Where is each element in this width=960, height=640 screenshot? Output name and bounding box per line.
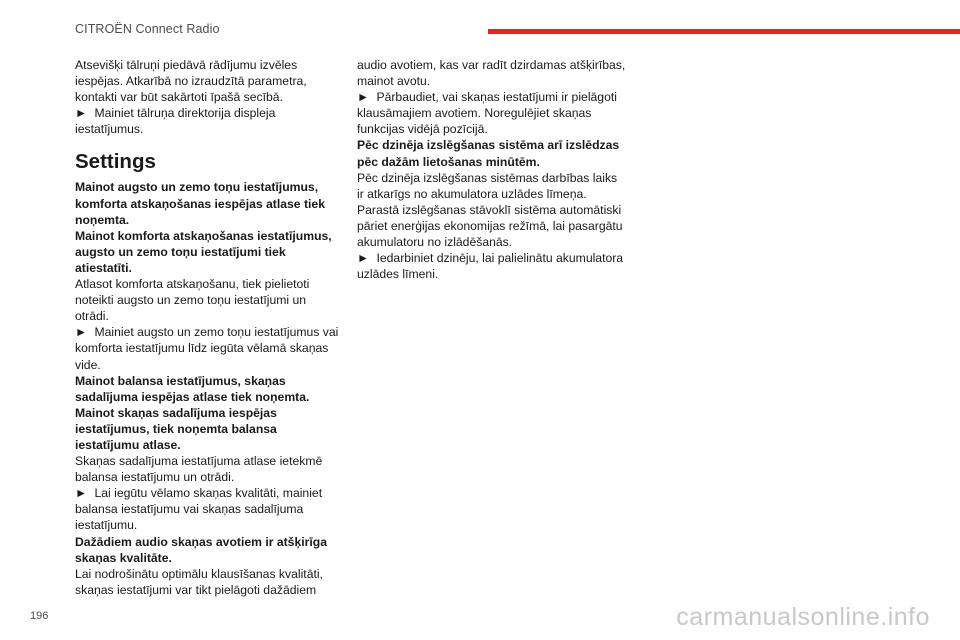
question-4: Mainot skaņas sadalījuma iespējas iestatījumus, tiek noņemta balansa iestatījumu atlase.: [75, 405, 277, 452]
intro-paragraph: Atsevišķi tālruņi piedāvā rādījumu izvēles iespējas. Atkarībā no izraudzītā parametra, kontakti var būt sakārtoti īpašā secībā.: [75, 58, 307, 105]
answer-2-bullet: [75, 324, 340, 372]
page-number: 196: [30, 610, 49, 622]
answer-4-bullet: [75, 485, 340, 533]
answer-6: Pēc dzinēja izslēgšanas sistēmas darbības laiks ir atkarīgs no akumulatora uzlādes līmeņa.: [357, 170, 618, 201]
question-3: Mainot balansa iestatījumus, skaņas sadalījuma iespējas atlase tiek noņemta.: [75, 373, 310, 404]
answer-2-bullet-text: Mainiet augsto un zemo toņu iestatījumus vai komforta iestatījumu līdz iegūta vēlamā skaņas vide.: [75, 325, 339, 372]
bullet-arrow-icon: ►: [357, 251, 370, 266]
answer-6b: Parastā izslēgšanas stāvoklī sistēma automātiski pāriet enerģijas ekonomijas režīmā, lai pasargātu akumulatoru no izlādēšanās.: [357, 202, 623, 250]
question-2: Mainot komforta atskaņošanas iestatījumus, augsto un zemo toņu iestatījumi tiek atiestatīti.: [75, 228, 332, 275]
question-5: Dažādiem audio skaņas avotiem ir atšķirīga skaņas kvalitāte.: [75, 534, 327, 565]
answer-2: Atlasot komforta atskaņošanu, tiek pielietoti noteikti augsto un zemo toņu iestatījumi un otrādi.: [75, 277, 310, 324]
answer-6-bullet-text: Iedarbiniet dzinēju, lai palielinātu akumulatora uzlādes līmeni.: [357, 251, 624, 282]
right-column: [357, 57, 627, 282]
answer-5-continued: audio avotiem, kas var radīt dzirdamas atšķirības, mainot avotu.: [357, 58, 626, 89]
left-column: [75, 57, 340, 598]
answer-5: Lai nodrošinātu optimālu klausīšanas kvalitāti, skaņas iestatījumi var tikt pielāgoti dažādiem: [75, 566, 323, 597]
answer-5-bullet-text: Pārbaudiet, vai skaņas iestatījumi ir pielāgoti klausāmajiem avotiem. Noregulējiet skaņas funkcijas vidējā pozīcijā.: [357, 90, 617, 137]
answer-5-bullet: [357, 89, 627, 137]
watermark: carmanualsonline.info: [676, 603, 930, 631]
question-1: Mainot augsto un zemo toņu iestatījumus, komforta atskaņošanas iespējas atlase tiek noņemta.: [75, 180, 325, 227]
question-6: Pēc dzinēja izslēgšanas sistēma arī izslēdzas pēc dažām lietošanas minūtēm.: [357, 138, 620, 169]
running-header-title: CITROËN Connect Radio: [75, 22, 220, 36]
intro-bullet-text: Mainiet tālruņa direktorija displeja iestatījumus.: [75, 106, 276, 137]
answer-6-bullet: [357, 250, 627, 282]
answer-4-bullet-text: Lai iegūtu vēlamo skaņas kvalitāti, mainiet balansa iestatījumu vai skaņas sadalījuma iestatījumu.: [75, 486, 323, 533]
bullet-arrow-icon: ►: [75, 486, 88, 501]
answer-4: Skaņas sadalījuma iestatījuma atlase ietekmē balansa iestatījumu un otrādi.: [75, 454, 323, 485]
bullet-arrow-icon: ►: [357, 90, 370, 105]
intro-bullet: [75, 105, 340, 137]
header-accent-bar: [488, 29, 960, 34]
section-title-settings: Settings: [75, 150, 156, 174]
bullet-arrow-icon: ►: [75, 106, 88, 121]
bullet-arrow-icon: ►: [75, 325, 88, 340]
